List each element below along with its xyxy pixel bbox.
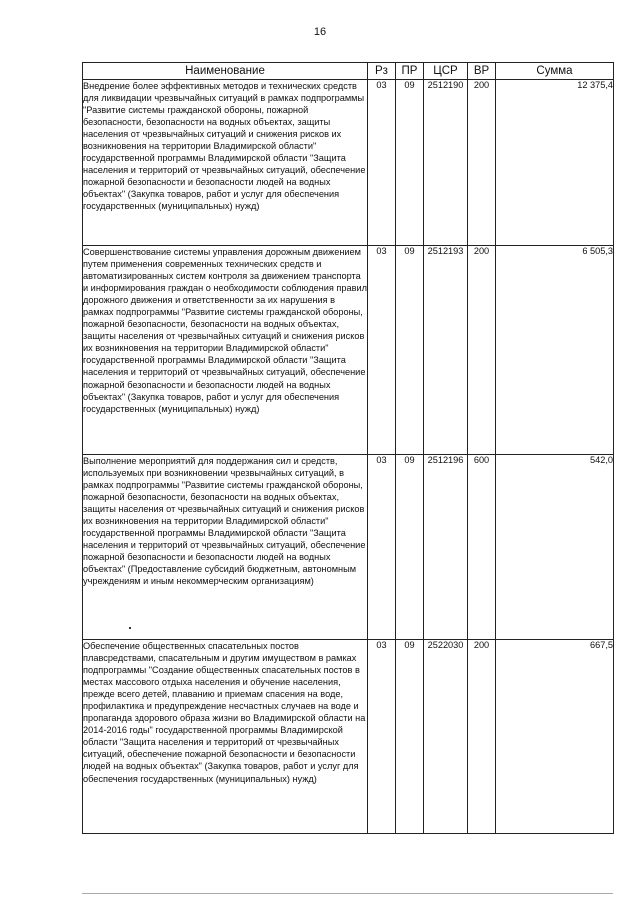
header-sum: Сумма (496, 63, 614, 80)
page-number: 16 (313, 26, 327, 38)
budget-table (82, 62, 614, 834)
row-csr: 2512196 (424, 455, 468, 640)
table-header-row (83, 63, 614, 80)
scan-speck (129, 627, 131, 629)
row-pr: 09 (396, 80, 424, 246)
row-name: Обеспечение общественных спасательных постов плавсредствами, спасательным и другим имуществом в рамках подпрограммы "Создание общественных спасательных постов в местах массового отдыха населения и обучение населения, прежде всего детей, плаванию и приемам спасения на воде, профилактика и предупреждение несчастных случаев на воде и пропаганда здорового образа жизни во Владимирской области на 2014-2016 годы" государственной программы Владимирской области "Защита населения и территорий от чрезвычайных ситуаций, обеспечение пожарной безопасности и безопасности людей на водных объектах" (Закупка товаров, работ и услуг для обеспечения государственных (муниципальных) нужд) (83, 640, 368, 834)
header-vr: ВР (468, 63, 496, 80)
row-rz: 03 (368, 246, 396, 455)
row-csr: 2512190 (424, 80, 468, 246)
header-name: Наименование (83, 63, 368, 80)
header-csr: ЦСР (424, 63, 468, 80)
row-name: Внедрение более эффективных методов и технических средств для ликвидации чрезвычайных ситуаций в рамках подпрограммы "Развитие системы гражданской обороны, пожарной безопасности, безопасности на водных объектах, защиты населения от чрезвычайных ситуаций и снижения рисков их возникновения на территории Владимирской области" государственной программы Владимирской области "Защита населения и территорий от чрезвычайных ситуаций, обеспечение пожарной безопасности и безопасности людей на водных объектах" (Закупка товаров, работ и услуг для обеспечения государственных (муниципальных) нужд) (83, 80, 368, 246)
row-pr: 09 (396, 455, 424, 640)
row-sum: 667,5 (496, 640, 614, 834)
row-name: Выполнение мероприятий для поддержания сил и средств, используемых при возникновении чрезвычайных ситуаций, в рамках подпрограммы "Развитие системы гражданской обороны, пожарной безопасности, безопасности на водных объектах, защиты населения от чрезвычайных ситуаций и снижения рисков их возникновения на территории Владимирской области" государственной программы Владимирской области "Защита населения и территорий от чрезвычайных ситуаций, обеспечение пожарной безопасности и безопасности людей на водных объектах" (Предоставление субсидий бюджетным, автономным учреждениям и иным некоммерческим организациям) (83, 455, 368, 640)
row-vr: 600 (468, 455, 496, 640)
table-row (83, 80, 614, 246)
row-vr: 200 (468, 640, 496, 834)
row-sum: 542,0 (496, 455, 614, 640)
header-pr: ПР (396, 63, 424, 80)
row-sum: 6 505,3 (496, 246, 614, 455)
header-rz: Рз (368, 63, 396, 80)
row-rz: 03 (368, 455, 396, 640)
row-vr: 200 (468, 246, 496, 455)
row-name: Совершенствование системы управления дорожным движением путем применения современных технических средств и автоматизированных систем контроля за движением транспорта и информирования граждан о необходимости соблюдения правил дорожного движения и ответственности за их нарушения в рамках подпрограммы "Развитие системы гражданской обороны, пожарной безопасности, безопасности на водных объектах, защиты населения от чрезвычайных ситуаций и снижения рисков их возникновения на территории Владимирской области" государственной программы Владимирской области "Защита населения и территорий от чрезвычайных ситуаций, обеспечение пожарной безопасности и безопасности людей на водных объектах" (Закупка товаров, работ и услуг для обеспечения государственных (муниципальных) нужд) (83, 246, 368, 455)
table-row (83, 246, 614, 455)
table-row (83, 455, 614, 640)
row-rz: 03 (368, 640, 396, 834)
row-vr: 200 (468, 80, 496, 246)
row-csr: 2522030 (424, 640, 468, 834)
row-pr: 09 (396, 640, 424, 834)
row-csr: 2512193 (424, 246, 468, 455)
row-pr: 09 (396, 246, 424, 455)
row-rz: 03 (368, 80, 396, 246)
bottom-rule (82, 893, 613, 894)
table-row (83, 640, 614, 834)
row-sum: 12 375,4 (496, 80, 614, 246)
